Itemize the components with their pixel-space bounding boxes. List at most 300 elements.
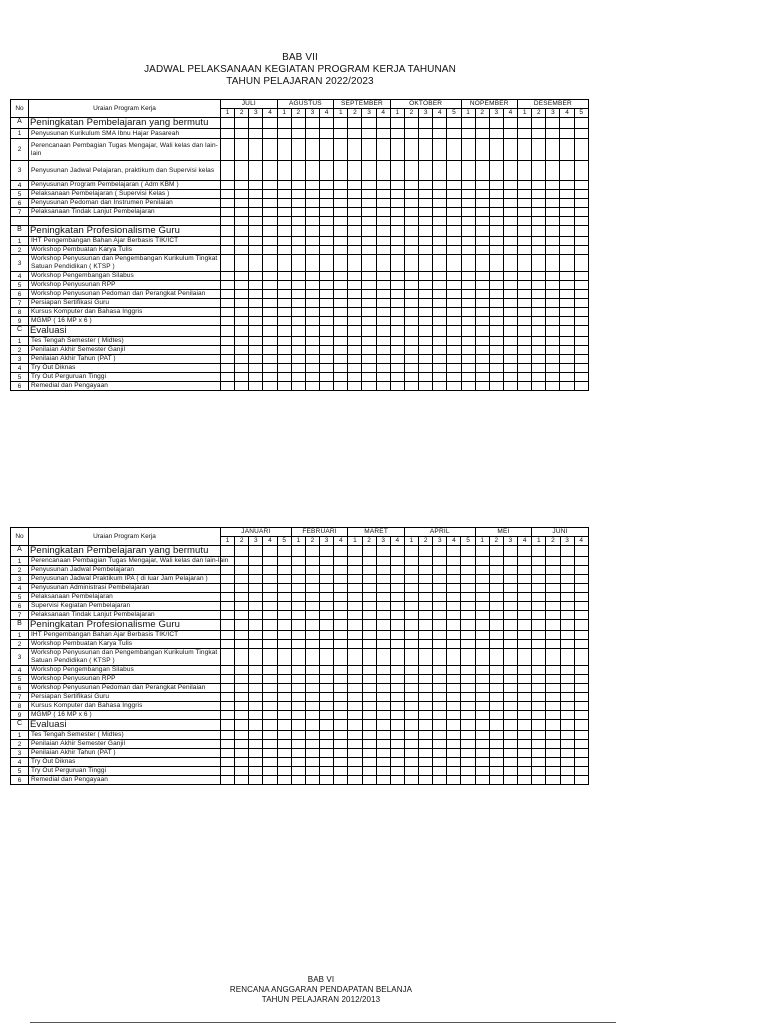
schedule-cell xyxy=(249,640,263,649)
schedule-cell xyxy=(305,731,319,740)
schedule-cell xyxy=(503,139,517,161)
schedule-cell xyxy=(362,649,376,666)
schedule-cell xyxy=(277,364,291,373)
schedule-cell xyxy=(334,675,348,684)
activity-cell xyxy=(29,584,221,593)
schedule-cell xyxy=(263,217,277,226)
schedule-cell xyxy=(489,364,503,373)
header-months-row xyxy=(11,100,589,109)
activity-label: Penyusunan Jadwal Praktikum IPA ( di luar Jam Pelajaran ) xyxy=(31,575,208,582)
section-title: Peningkatan Profesionalisme Guru xyxy=(29,620,221,631)
schedule-cell xyxy=(433,382,447,391)
schedule-cell xyxy=(546,346,560,355)
activity-cell xyxy=(29,364,221,373)
schedule-cell xyxy=(475,749,489,758)
schedule-cell xyxy=(320,299,334,308)
schedule-cell xyxy=(503,181,517,190)
activity-label: Persiapan Sertifikasi Guru xyxy=(31,693,110,700)
activity-label: Penyusunan Pedoman dan Instrumen Penilaian xyxy=(31,199,173,206)
schedule-cell xyxy=(249,740,263,749)
schedule-cell xyxy=(362,373,376,382)
schedule-cell xyxy=(433,675,447,684)
schedule-cell xyxy=(433,208,447,217)
schedule-cell xyxy=(532,731,546,740)
schedule-cell xyxy=(518,620,532,631)
schedule-cell xyxy=(532,611,546,620)
next-school-year: TAHUN PELAJARAN 2012/2013 xyxy=(261,995,381,1004)
activity-label: Workshop Pengembangan Silabus xyxy=(31,272,134,279)
schedule-cell xyxy=(560,355,574,364)
schedule-cell xyxy=(560,237,574,246)
schedule-cell xyxy=(404,593,418,602)
month-header: AGUSTUS xyxy=(277,100,334,109)
schedule-cell xyxy=(235,584,249,593)
schedule-cell xyxy=(503,255,517,272)
schedule-cell xyxy=(475,666,489,675)
schedule-cell xyxy=(221,640,235,649)
schedule-cell xyxy=(489,749,503,758)
schedule-cell xyxy=(249,666,263,675)
schedule-cell xyxy=(546,767,560,776)
schedule-cell xyxy=(546,308,560,317)
schedule-cell xyxy=(433,758,447,767)
schedule-cell xyxy=(433,190,447,199)
schedule-cell xyxy=(475,593,489,602)
schedule-cell xyxy=(560,649,574,666)
schedule-cell xyxy=(489,776,503,785)
schedule-cell xyxy=(518,308,532,317)
schedule-cell xyxy=(376,317,390,326)
schedule-cell xyxy=(277,299,291,308)
schedule-cell xyxy=(447,190,461,199)
schedule-cell xyxy=(546,593,560,602)
schedule-cell xyxy=(404,611,418,620)
schedule-cell xyxy=(235,190,249,199)
schedule-cell xyxy=(475,226,489,237)
schedule-cell xyxy=(560,702,574,711)
schedule-cell xyxy=(546,355,560,364)
page-divider xyxy=(30,1022,616,1023)
schedule-cell xyxy=(320,666,334,675)
week-number: 1 xyxy=(221,109,235,118)
schedule-cell xyxy=(546,640,560,649)
schedule-cell xyxy=(546,246,560,255)
schedule-cell xyxy=(461,237,475,246)
schedule-cell xyxy=(305,364,319,373)
schedule-cell xyxy=(376,255,390,272)
schedule-cell xyxy=(291,118,305,129)
schedule-cell xyxy=(291,620,305,631)
schedule-cell xyxy=(390,255,404,272)
schedule-cell xyxy=(546,546,560,557)
next-chapter-number: BAB VI xyxy=(307,975,335,984)
schedule-cell xyxy=(348,767,362,776)
schedule-cell xyxy=(235,649,249,666)
activity-cell xyxy=(29,649,221,666)
schedule-cell xyxy=(419,758,433,767)
schedule-cell xyxy=(221,255,235,272)
schedule-cell xyxy=(503,666,517,675)
schedule-cell xyxy=(546,693,560,702)
schedule-cell xyxy=(221,139,235,161)
schedule-cell xyxy=(560,290,574,299)
schedule-cell xyxy=(305,308,319,317)
schedule-cell xyxy=(305,684,319,693)
schedule-cell xyxy=(235,246,249,255)
schedule-cell xyxy=(532,767,546,776)
schedule-cell xyxy=(503,290,517,299)
schedule-cell xyxy=(348,620,362,631)
activity-row xyxy=(11,693,589,702)
schedule-cell xyxy=(475,161,489,181)
schedule-cell xyxy=(503,693,517,702)
schedule-cell xyxy=(249,246,263,255)
month-header: NOPEMBER xyxy=(461,100,518,109)
schedule-cell xyxy=(277,684,291,693)
schedule-cell xyxy=(419,602,433,611)
schedule-cell xyxy=(532,675,546,684)
schedule-cell xyxy=(263,666,277,675)
schedule-cell xyxy=(404,684,418,693)
schedule-cell xyxy=(277,237,291,246)
activity-number: 8 xyxy=(11,702,29,711)
activity-number: 7 xyxy=(11,208,29,217)
schedule-cell xyxy=(489,217,503,226)
schedule-cell xyxy=(334,272,348,281)
schedule-cell xyxy=(334,758,348,767)
activity-row xyxy=(11,649,589,666)
schedule-cell xyxy=(518,767,532,776)
schedule-cell xyxy=(263,346,277,355)
schedule-cell xyxy=(263,684,277,693)
schedule-cell xyxy=(376,602,390,611)
schedule-cell xyxy=(305,767,319,776)
schedule-cell xyxy=(334,749,348,758)
schedule-cell xyxy=(461,666,475,675)
schedule-cell xyxy=(235,129,249,139)
schedule-cell xyxy=(560,346,574,355)
schedule-cell xyxy=(249,346,263,355)
schedule-cell xyxy=(560,255,574,272)
schedule-cell xyxy=(419,720,433,731)
schedule-cell xyxy=(362,693,376,702)
week-number: 2 xyxy=(235,537,249,546)
activity-number: 5 xyxy=(11,767,29,776)
schedule-cell xyxy=(305,281,319,290)
schedule-cell xyxy=(560,337,574,346)
schedule-cell xyxy=(320,226,334,237)
schedule-cell xyxy=(362,317,376,326)
activity-cell xyxy=(29,702,221,711)
schedule-cell xyxy=(390,749,404,758)
schedule-cell xyxy=(461,139,475,161)
schedule-cell xyxy=(489,702,503,711)
activity-label: Workshop Penyusunan Pedoman dan Perangkat Penilaian xyxy=(31,684,206,691)
schedule-cell xyxy=(348,364,362,373)
schedule-cell xyxy=(348,631,362,640)
activity-cell xyxy=(29,139,221,161)
activity-row xyxy=(11,684,589,693)
schedule-cell xyxy=(546,208,560,217)
activity-label: Workshop Pengembangan Silabus xyxy=(31,666,134,673)
schedule-cell xyxy=(433,566,447,575)
schedule-cell xyxy=(221,666,235,675)
schedule-cell xyxy=(320,575,334,584)
section-letter: A xyxy=(11,118,29,129)
schedule-cell xyxy=(263,620,277,631)
schedule-cell xyxy=(320,693,334,702)
schedule-cell xyxy=(404,308,418,317)
schedule-cell xyxy=(376,566,390,575)
activity-cell xyxy=(29,346,221,355)
schedule-cell xyxy=(404,326,418,337)
schedule-cell xyxy=(221,246,235,255)
schedule-cell xyxy=(320,546,334,557)
schedule-cell xyxy=(291,702,305,711)
schedule-cell xyxy=(419,199,433,208)
schedule-cell xyxy=(518,373,532,382)
schedule-cell xyxy=(249,557,263,566)
schedule-cell xyxy=(221,346,235,355)
activity-cell xyxy=(29,255,221,272)
activity-row xyxy=(11,776,589,785)
schedule-cell xyxy=(404,290,418,299)
schedule-cell xyxy=(249,776,263,785)
schedule-cell xyxy=(362,776,376,785)
schedule-cell xyxy=(376,611,390,620)
schedule-cell xyxy=(433,602,447,611)
schedule-cell xyxy=(320,290,334,299)
schedule-cell xyxy=(320,129,334,139)
activity-cell xyxy=(29,640,221,649)
schedule-cell xyxy=(447,566,461,575)
schedule-cell xyxy=(447,593,461,602)
schedule-cell xyxy=(291,317,305,326)
schedule-cell xyxy=(560,317,574,326)
schedule-cell xyxy=(263,199,277,208)
week-number: 3 xyxy=(433,537,447,546)
schedule-cell xyxy=(447,720,461,731)
schedule-cell xyxy=(560,161,574,181)
schedule-cell xyxy=(221,740,235,749)
schedule-cell xyxy=(305,373,319,382)
schedule-cell xyxy=(277,767,291,776)
schedule-cell xyxy=(475,317,489,326)
week-number: 1 xyxy=(390,109,404,118)
activity-number: 2 xyxy=(11,740,29,749)
activity-label: Workshop Penyusunan RPP xyxy=(31,675,116,682)
schedule-cell xyxy=(263,740,277,749)
schedule-cell xyxy=(475,237,489,246)
schedule-cell xyxy=(532,575,546,584)
week-number: 4 xyxy=(574,537,588,546)
activity-row xyxy=(11,566,589,575)
schedule-cell xyxy=(221,720,235,731)
schedule-cell xyxy=(305,226,319,237)
week-number: 5 xyxy=(447,109,461,118)
schedule-cell xyxy=(348,190,362,199)
schedule-cell xyxy=(461,758,475,767)
schedule-cell xyxy=(291,675,305,684)
schedule-cell xyxy=(334,649,348,666)
activity-label: Try Out Perguruan Tinggi xyxy=(31,373,107,380)
schedule-cell xyxy=(503,758,517,767)
schedule-cell xyxy=(291,758,305,767)
schedule-cell xyxy=(249,373,263,382)
schedule-cell xyxy=(419,308,433,317)
schedule-cell xyxy=(221,702,235,711)
schedule-cell xyxy=(489,731,503,740)
activity-number: 2 xyxy=(11,139,29,161)
schedule-cell xyxy=(291,139,305,161)
schedule-cell xyxy=(433,237,447,246)
schedule-cell xyxy=(461,299,475,308)
week-number: 5 xyxy=(574,109,588,118)
schedule-cell xyxy=(546,299,560,308)
schedule-cell xyxy=(305,337,319,346)
schedule-cell xyxy=(404,139,418,161)
schedule-cell xyxy=(277,602,291,611)
schedule-cell xyxy=(503,711,517,720)
schedule-cell xyxy=(532,602,546,611)
schedule-cell xyxy=(305,675,319,684)
activity-label: Kursus Komputer dan Bahasa Inggris xyxy=(31,702,143,709)
schedule-cell xyxy=(433,731,447,740)
schedule-cell xyxy=(277,640,291,649)
schedule-cell xyxy=(320,217,334,226)
schedule-cell xyxy=(475,620,489,631)
schedule-cell xyxy=(419,326,433,337)
schedule-cell xyxy=(291,364,305,373)
activity-cell xyxy=(29,382,221,391)
schedule-cell xyxy=(560,272,574,281)
activity-label: Workshop Pembuatan Karya Tulis xyxy=(31,246,133,253)
schedule-cell xyxy=(291,346,305,355)
schedule-cell xyxy=(263,161,277,181)
schedule-cell xyxy=(461,161,475,181)
schedule-cell xyxy=(447,364,461,373)
schedule-cell xyxy=(390,290,404,299)
schedule-cell xyxy=(489,290,503,299)
schedule-cell xyxy=(447,308,461,317)
schedule-cell xyxy=(376,620,390,631)
schedule-cell xyxy=(221,118,235,129)
schedule-cell xyxy=(475,337,489,346)
schedule-cell xyxy=(560,139,574,161)
schedule-cell xyxy=(263,631,277,640)
schedule-cell xyxy=(235,666,249,675)
schedule-cell xyxy=(305,740,319,749)
week-number: 2 xyxy=(235,109,249,118)
activity-label: MGMP ( 16 MP x 6 ) xyxy=(31,317,92,324)
schedule-cell xyxy=(518,217,532,226)
schedule-cell xyxy=(348,749,362,758)
schedule-cell xyxy=(334,237,348,246)
schedule-cell xyxy=(249,337,263,346)
schedule-cell xyxy=(277,181,291,190)
schedule-cell xyxy=(305,217,319,226)
schedule-cell xyxy=(305,620,319,631)
schedule-cell xyxy=(376,382,390,391)
schedule-cell xyxy=(376,190,390,199)
schedule-cell xyxy=(404,237,418,246)
schedule-cell xyxy=(546,326,560,337)
schedule-cell xyxy=(489,620,503,631)
schedule-cell xyxy=(263,272,277,281)
schedule-cell xyxy=(461,593,475,602)
schedule-cell xyxy=(348,317,362,326)
section-row xyxy=(11,326,589,337)
schedule-cell xyxy=(291,199,305,208)
schedule-cell xyxy=(277,557,291,566)
schedule-cell xyxy=(320,161,334,181)
schedule-cell xyxy=(291,272,305,281)
schedule-cell xyxy=(235,199,249,208)
section-title: Evaluasi xyxy=(29,326,221,337)
schedule-cell xyxy=(235,767,249,776)
schedule-cell xyxy=(320,702,334,711)
schedule-cell xyxy=(235,749,249,758)
schedule-cell xyxy=(334,684,348,693)
schedule-cell xyxy=(518,208,532,217)
schedule-cell xyxy=(320,593,334,602)
schedule-cell xyxy=(291,611,305,620)
schedule-cell xyxy=(390,161,404,181)
schedule-cell xyxy=(546,281,560,290)
activity-row xyxy=(11,246,589,255)
schedule-cell xyxy=(433,118,447,129)
week-number: 4 xyxy=(503,109,517,118)
schedule-cell xyxy=(532,355,546,364)
schedule-cell xyxy=(447,611,461,620)
schedule-cell xyxy=(362,767,376,776)
schedule-cell xyxy=(362,337,376,346)
schedule-cell xyxy=(277,584,291,593)
schedule-cell xyxy=(362,199,376,208)
activity-label: Pelaksanaan Tindak Lanjut Pembelajaran xyxy=(31,611,155,618)
schedule-cell xyxy=(362,684,376,693)
schedule-cell xyxy=(221,546,235,557)
schedule-cell xyxy=(263,364,277,373)
activity-row xyxy=(11,272,589,281)
schedule-cell xyxy=(461,246,475,255)
schedule-cell xyxy=(221,758,235,767)
schedule-cell xyxy=(489,299,503,308)
week-number: 4 xyxy=(376,109,390,118)
schedule-cell xyxy=(461,373,475,382)
schedule-cell xyxy=(390,355,404,364)
schedule-cell xyxy=(277,290,291,299)
schedule-cell xyxy=(419,693,433,702)
schedule-cell xyxy=(263,326,277,337)
schedule-cell xyxy=(263,557,277,566)
activity-row xyxy=(11,640,589,649)
schedule-cell xyxy=(433,702,447,711)
week-number: 4 xyxy=(560,109,574,118)
schedule-cell xyxy=(221,226,235,237)
schedule-cell xyxy=(221,272,235,281)
schedule-cell xyxy=(263,237,277,246)
schedule-cell xyxy=(433,255,447,272)
schedule-cell xyxy=(404,129,418,139)
schedule-cell xyxy=(560,557,574,566)
schedule-cell xyxy=(320,684,334,693)
activity-row xyxy=(11,602,589,611)
schedule-cell xyxy=(574,217,588,226)
schedule-cell xyxy=(447,546,461,557)
schedule-cell xyxy=(518,281,532,290)
section-letter: C xyxy=(11,326,29,337)
